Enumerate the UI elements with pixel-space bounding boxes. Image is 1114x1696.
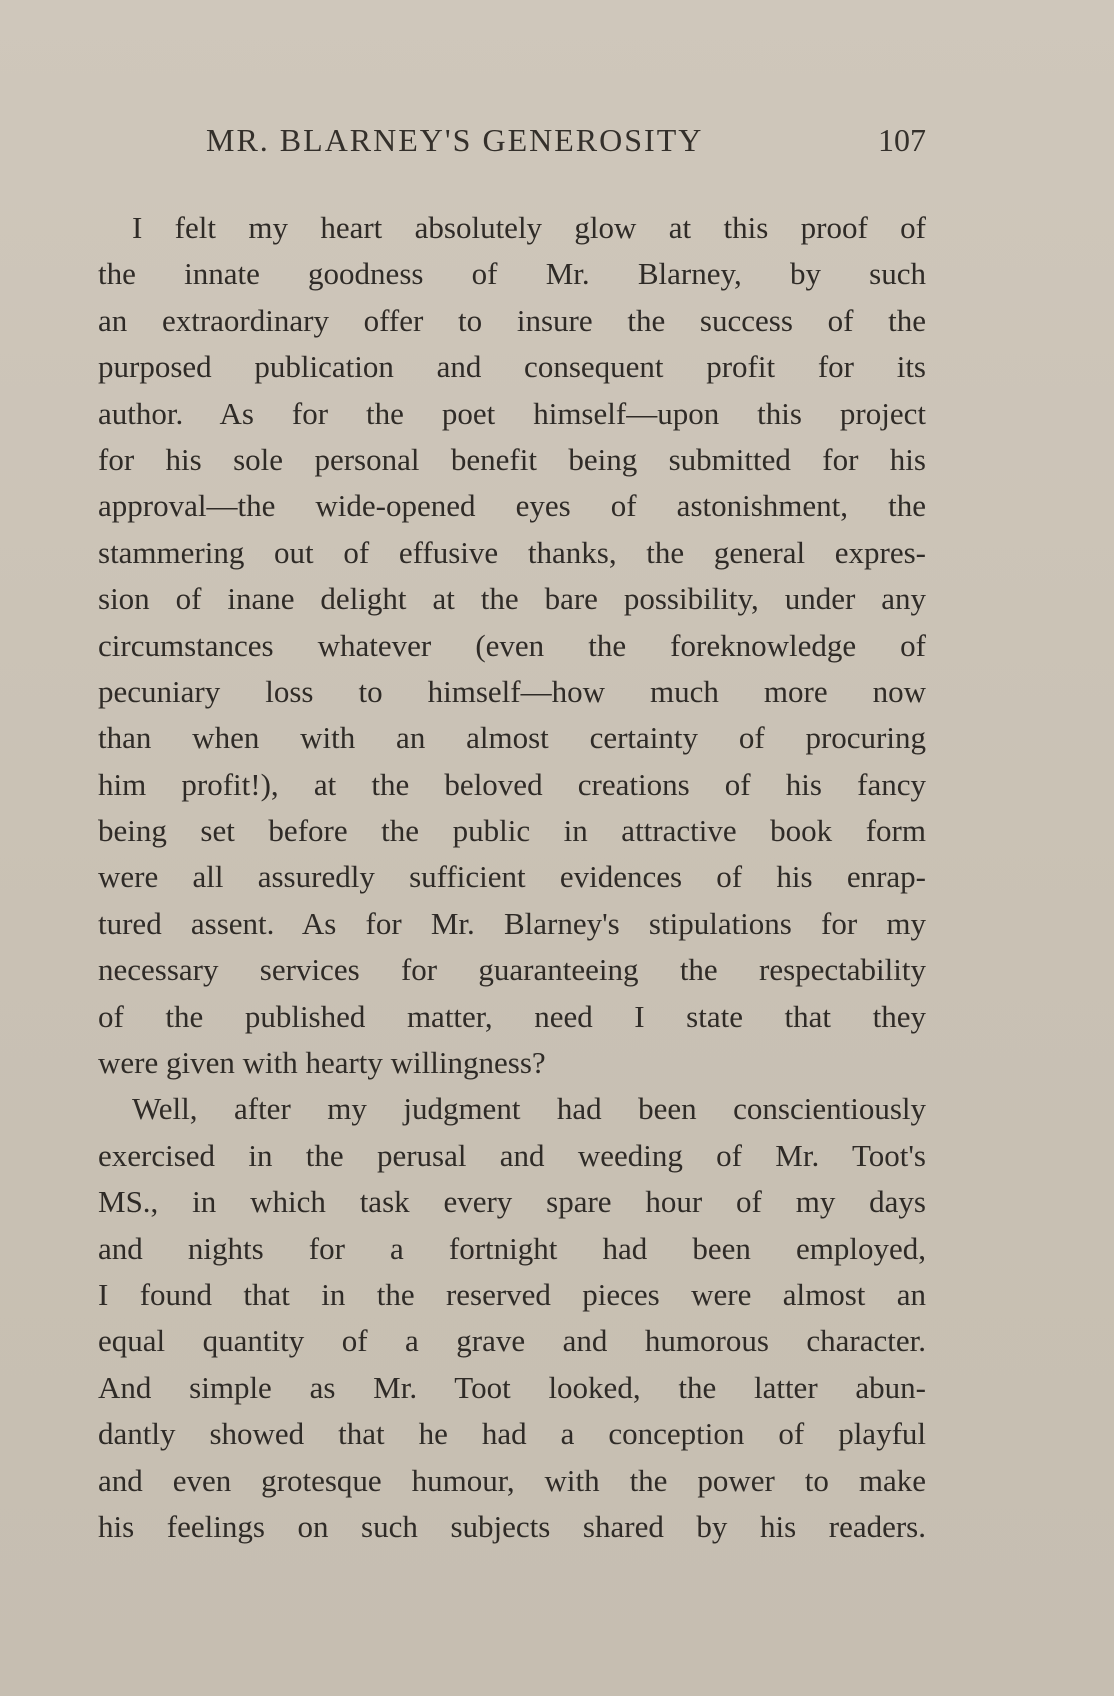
text-line: being set before the public in attractive book form bbox=[98, 813, 926, 849]
text-line: exercised in the perusal and weeding of Mr. Toot's bbox=[98, 1137, 926, 1173]
text-line: equal quantity of a grave and humorous character. bbox=[98, 1323, 926, 1359]
text-line: sion of inane delight at the bare possibility, under any bbox=[98, 581, 926, 617]
text-line: of the published matter, need I state that they bbox=[98, 998, 926, 1034]
text-line: approval—the wide-opened eyes of astonishment, the bbox=[98, 488, 926, 524]
body-text bbox=[98, 205, 926, 1550]
text-line: And simple as Mr. Toot looked, the latter abun- bbox=[98, 1369, 926, 1405]
running-title: MR. BLARNEY'S GENEROSITY bbox=[206, 122, 704, 158]
text-line: him profit!), at the beloved creations of his fancy bbox=[98, 766, 926, 802]
text-line: were given with hearty willingness? bbox=[98, 1045, 546, 1081]
text-line: Well, after my judgment had been conscientiously bbox=[132, 1091, 926, 1127]
text-line: the innate goodness of Mr. Blarney, by such bbox=[98, 256, 926, 292]
text-line: tured assent. As for Mr. Blarney's stipulations for my bbox=[98, 905, 926, 941]
text-line: dantly showed that he had a conception of playful bbox=[98, 1416, 926, 1452]
text-line: circumstances whatever (even the foreknowledge of bbox=[98, 627, 926, 663]
text-line: and nights for a fortnight had been employed, bbox=[98, 1230, 926, 1266]
text-line: author. As for the poet himself—upon this project bbox=[98, 395, 926, 431]
page-number: 107 bbox=[878, 122, 926, 158]
text-line: stammering out of effusive thanks, the general expres- bbox=[98, 534, 926, 570]
text-line: an extraordinary offer to insure the success of the bbox=[98, 302, 926, 338]
text-line: purposed publication and consequent profit for its bbox=[98, 349, 926, 385]
text-line: were all assuredly sufficient evidences of his enrap- bbox=[98, 859, 926, 895]
text-line: MS., in which task every spare hour of my days bbox=[98, 1184, 926, 1220]
text-line: necessary services for guaranteeing the respectability bbox=[98, 952, 926, 988]
text-line: than when with an almost certainty of procuring bbox=[98, 720, 926, 756]
text-line: for his sole personal benefit being submitted for his bbox=[98, 441, 926, 477]
text-line: pecuniary loss to himself—how much more now bbox=[98, 673, 926, 709]
text-line: and even grotesque humour, with the power to make bbox=[98, 1462, 926, 1498]
text-line: I felt my heart absolutely glow at this proof of bbox=[132, 210, 926, 245]
text-line: his feelings on such subjects shared by his readers. bbox=[98, 1508, 926, 1544]
text-line: I found that in the reserved pieces were almost an bbox=[98, 1276, 926, 1312]
running-head bbox=[98, 122, 926, 172]
